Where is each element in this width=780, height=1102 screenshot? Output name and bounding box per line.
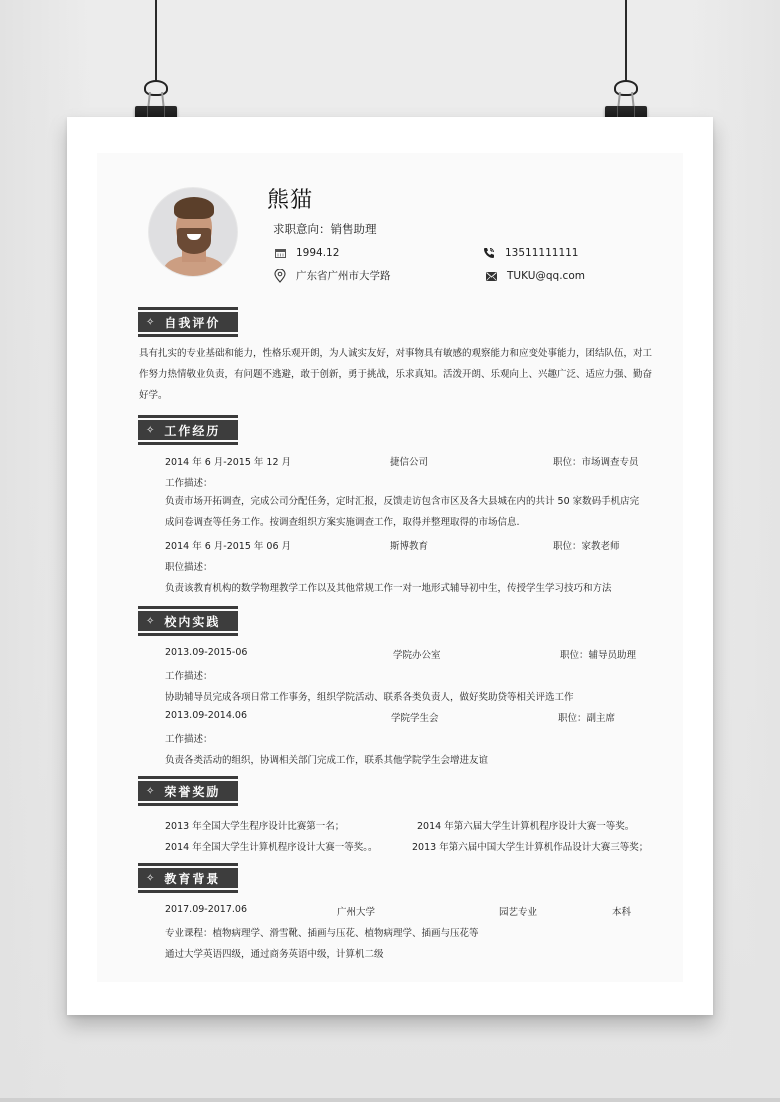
section-title: 工作经历 bbox=[164, 423, 221, 438]
section-title: 自我评价 bbox=[164, 315, 221, 330]
job-objective: 求职意向：销售助理 bbox=[273, 222, 377, 236]
campus-org: 学院办公室 bbox=[393, 650, 441, 661]
phone-value: 13511111111 bbox=[505, 247, 579, 259]
diamond-icon: ✧ bbox=[146, 424, 155, 436]
work-org: 捷信公司 bbox=[390, 457, 429, 468]
work-period: 2014 年 6 月-2015 年 12 月 bbox=[165, 457, 292, 468]
resume-panel bbox=[97, 153, 683, 982]
honor-item: 2013 年全国大学生程序设计比赛第一名； bbox=[165, 821, 345, 832]
honor-item: 2014 年第六届大学生计算机程序设计大赛一等奖。 bbox=[417, 821, 635, 832]
work-org: 斯博教育 bbox=[390, 541, 429, 552]
section-header-campus bbox=[138, 606, 238, 636]
section-title: 荣誉奖励 bbox=[164, 784, 221, 799]
section-header-self-eval bbox=[138, 307, 238, 337]
diamond-icon: ✧ bbox=[146, 615, 155, 627]
self-eval-text: 具有扎实的专业基础和能力，性格乐观开朗，为人诚实友好，对事物具有敏感的观察能力和应变处事能力，团结队伍，对工作努力热情敬业负责，有问题不逃避，敢于创新，勇于挑战，乐求真知。活泼开朗、乐观向上、兴趣广泛、适应力强、勤奋好学。 bbox=[139, 348, 653, 401]
work-desc: 负责市场开拓调查，完成公司分配任务，定时汇报，反馈走访包含市区及各大县城在内的共计 50 家数码手机店完成问卷调查等任务工作。按调查组织方案实施调查工作，取得并整理取得的市场信息. bbox=[165, 496, 640, 528]
birth-value: 1994.12 bbox=[296, 247, 340, 259]
edu-certs: 通过大学英语四级，通过商务英语中级，计算机二级 bbox=[165, 949, 384, 960]
work-role: 职位：家教老师 bbox=[553, 541, 620, 552]
honor-item: 2014 年全国大学生计算机程序设计大赛一等奖。。 bbox=[165, 842, 378, 853]
edu-major: 园艺专业 bbox=[499, 907, 538, 918]
section-header-honors bbox=[138, 776, 238, 806]
honor-item: 2013 年第六届中国大学生计算机作品设计大赛三等奖； bbox=[412, 842, 649, 853]
calendar-icon bbox=[275, 248, 286, 258]
edu-courses: 专业课程：植物病理学、滑雪靴、插画与压花、植物病理学、插画与压花等 bbox=[165, 928, 479, 939]
edu-degree: 本科 bbox=[612, 907, 632, 918]
location-pin-icon bbox=[274, 269, 286, 283]
email-value: TUKU@qq.com bbox=[507, 270, 585, 282]
campus-role: 职位：副主席 bbox=[558, 713, 616, 724]
work-desc-label: 职位描述： bbox=[165, 562, 213, 573]
section-title: 校内实践 bbox=[164, 614, 221, 629]
resume-paper bbox=[67, 117, 713, 1015]
campus-desc: 负责各类活动的组织，协调相关部门完成工作，联系其他学院学生会增进友谊 bbox=[165, 755, 489, 766]
work-desc-label: 工作描述： bbox=[165, 478, 213, 489]
edu-school: 广州大学 bbox=[337, 907, 376, 918]
birth-info bbox=[275, 247, 339, 259]
candidate-name: 熊猫 bbox=[267, 188, 314, 213]
campus-period: 2013.09-2014.06 bbox=[165, 710, 247, 721]
phone-info bbox=[483, 247, 579, 259]
campus-role: 职位：辅导员助理 bbox=[560, 650, 637, 661]
avatar bbox=[148, 187, 238, 277]
diamond-icon: ✧ bbox=[146, 872, 155, 884]
diamond-icon: ✧ bbox=[146, 785, 155, 797]
work-period: 2014 年 6 月-2015 年 06 月 bbox=[165, 541, 292, 552]
section-title: 教育背景 bbox=[164, 871, 221, 886]
work-desc: 负责该教育机构的数学物理教学工作以及其他常规工作一对一地形式辅导初中生，传授学生学习技巧和方法 bbox=[165, 583, 612, 594]
edu-period: 2017.09-2017.06 bbox=[165, 904, 247, 915]
work-role: 职位：市场调查专员 bbox=[553, 457, 639, 468]
section-header-education bbox=[138, 863, 238, 893]
phone-icon bbox=[483, 247, 495, 259]
floor-edge bbox=[0, 1098, 780, 1102]
hanging-string-right bbox=[625, 0, 627, 82]
diamond-icon: ✧ bbox=[146, 316, 155, 328]
campus-desc-label: 工作描述： bbox=[165, 671, 213, 682]
email-info bbox=[486, 270, 585, 282]
address-info bbox=[274, 268, 391, 283]
campus-desc: 协助辅导员完成各项日常工作事务，组织学院活动、联系各类负责人，做好奖助贷等相关评选工作 bbox=[165, 692, 574, 703]
campus-period: 2013.09-2015-06 bbox=[165, 647, 248, 658]
campus-desc-label: 工作描述： bbox=[165, 734, 213, 745]
section-header-work bbox=[138, 415, 238, 445]
hanging-string-left bbox=[155, 0, 157, 82]
mail-icon bbox=[486, 272, 497, 281]
address-value: 广东省广州市大学路 bbox=[296, 270, 391, 282]
campus-org: 学院学生会 bbox=[391, 713, 439, 724]
